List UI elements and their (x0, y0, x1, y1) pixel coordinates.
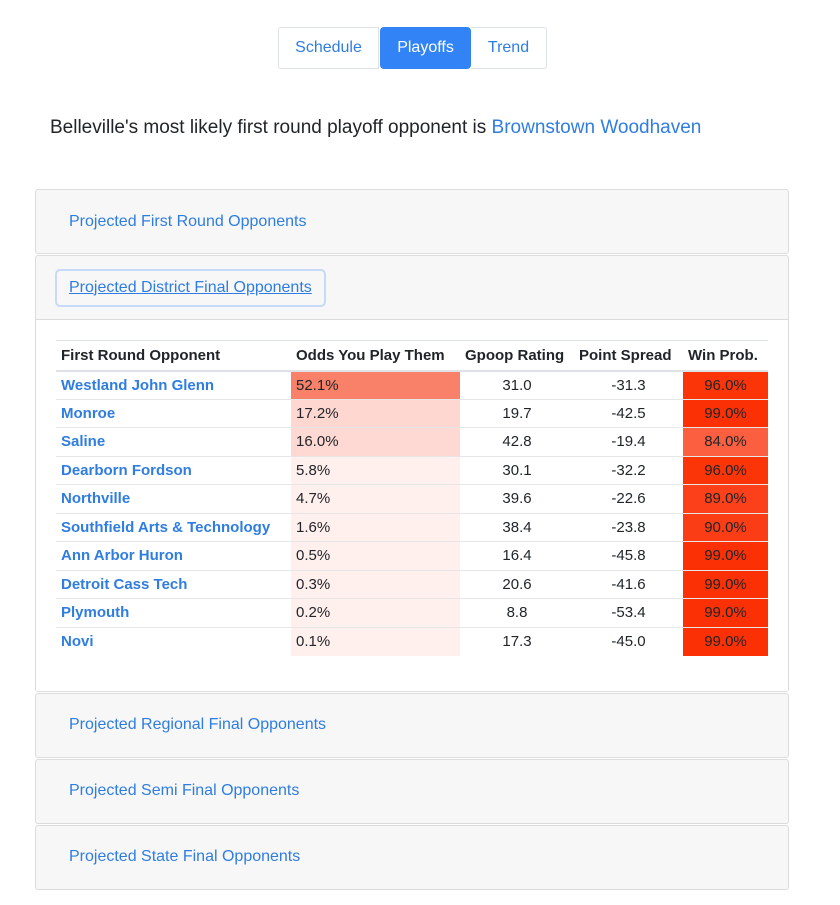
rating-cell: 8.8 (460, 599, 574, 628)
opponent-name[interactable]: Ann Arbor Huron (56, 542, 291, 571)
view-tabs (278, 27, 547, 69)
col-header-opponent: First Round Opponent (56, 341, 291, 371)
odds-cell: 4.7% (291, 485, 460, 514)
spread-cell: -42.5 (574, 399, 683, 428)
opponent-name[interactable]: Plymouth (56, 599, 291, 628)
table-row (56, 542, 768, 571)
spread-cell: -41.6 (574, 570, 683, 599)
table-row (56, 371, 768, 400)
opponent-name[interactable]: Saline (56, 428, 291, 457)
col-header-odds: Odds You Play Them (291, 341, 460, 371)
win-prob-cell: 99.0% (683, 570, 768, 599)
rating-cell: 39.6 (460, 485, 574, 514)
table-row (56, 513, 768, 542)
spread-cell: -45.8 (574, 542, 683, 571)
state-final-toggle[interactable]: Projected State Final Opponents (69, 848, 301, 865)
playoff-accordion (35, 189, 789, 891)
win-prob-cell: 84.0% (683, 428, 768, 457)
rating-cell: 19.7 (460, 399, 574, 428)
table-row (56, 456, 768, 485)
win-prob-cell: 89.0% (683, 485, 768, 514)
accordion-header (36, 826, 788, 889)
rating-cell: 30.1 (460, 456, 574, 485)
odds-cell: 52.1% (291, 371, 460, 400)
win-prob-cell: 99.0% (683, 542, 768, 571)
first-round-toggle[interactable]: Projected First Round Opponents (69, 212, 307, 230)
spread-cell: -45.0 (574, 627, 683, 656)
col-header-win-prob: Win Prob. (683, 341, 768, 371)
spread-cell: -53.4 (574, 599, 683, 628)
accordion-header (36, 256, 788, 319)
col-header-spread: Point Spread (574, 341, 683, 371)
table-row (56, 399, 768, 428)
table-row (56, 627, 768, 656)
opponents-table (56, 340, 768, 656)
win-prob-cell: 96.0% (683, 371, 768, 400)
opponent-name[interactable]: Monroe (56, 399, 291, 428)
accordion-district-final (35, 255, 789, 692)
win-prob-cell: 99.0% (683, 627, 768, 656)
likely-opponent-headline (50, 117, 701, 139)
accordion-regional-final (35, 693, 789, 758)
rating-cell: 42.8 (460, 428, 574, 457)
spread-cell: -23.8 (574, 513, 683, 542)
opponent-name[interactable]: Dearborn Fordson (56, 456, 291, 485)
rating-cell: 38.4 (460, 513, 574, 542)
win-prob-cell: 90.0% (683, 513, 768, 542)
accordion-first-round (35, 189, 789, 254)
win-prob-cell: 99.0% (683, 399, 768, 428)
district-final-toggle[interactable]: Projected District Final Opponents (55, 269, 326, 307)
headline-text: Belleville's most likely first round playoff opponent is (50, 117, 492, 138)
table-row (56, 570, 768, 599)
odds-cell: 1.6% (291, 513, 460, 542)
opponent-name[interactable]: Northville (56, 485, 291, 514)
spread-cell: -19.4 (574, 428, 683, 457)
odds-cell: 0.1% (291, 627, 460, 656)
regional-final-toggle[interactable]: Projected Regional Final Opponents (69, 716, 327, 733)
win-prob-cell: 96.0% (683, 456, 768, 485)
spread-cell: -31.3 (574, 371, 683, 400)
odds-cell: 17.2% (291, 399, 460, 428)
table-row (56, 428, 768, 457)
rating-cell: 16.4 (460, 542, 574, 571)
odds-cell: 0.3% (291, 570, 460, 599)
odds-cell: 5.8% (291, 456, 460, 485)
accordion-semi-final (35, 759, 789, 824)
tab-schedule[interactable]: Schedule (278, 27, 379, 69)
spread-cell: -32.2 (574, 456, 683, 485)
opponent-name[interactable]: Novi (56, 627, 291, 656)
likely-opponent-link[interactable]: Brownstown Woodhaven (491, 117, 702, 138)
accordion-header (36, 190, 788, 253)
tab-trend[interactable]: Trend (471, 27, 547, 69)
rating-cell: 31.0 (460, 371, 574, 400)
accordion-state-final (35, 825, 789, 890)
win-prob-cell: 99.0% (683, 599, 768, 628)
accordion-header (36, 760, 788, 823)
table-header-row (56, 341, 768, 371)
rating-cell: 20.6 (460, 570, 574, 599)
district-final-panel (36, 319, 788, 691)
opponent-name[interactable]: Southfield Arts & Technology (56, 513, 291, 542)
semi-final-toggle[interactable]: Projected Semi Final Opponents (69, 782, 300, 799)
accordion-header (36, 694, 788, 757)
rating-cell: 17.3 (460, 627, 574, 656)
odds-cell: 0.2% (291, 599, 460, 628)
table-row (56, 599, 768, 628)
table-row (56, 485, 768, 514)
tab-playoffs[interactable]: Playoffs (380, 27, 471, 69)
opponent-name[interactable]: Westland John Glenn (56, 371, 291, 400)
odds-cell: 0.5% (291, 542, 460, 571)
opponent-name[interactable]: Detroit Cass Tech (56, 570, 291, 599)
col-header-rating: Gpoop Rating (460, 341, 574, 371)
spread-cell: -22.6 (574, 485, 683, 514)
odds-cell: 16.0% (291, 428, 460, 457)
